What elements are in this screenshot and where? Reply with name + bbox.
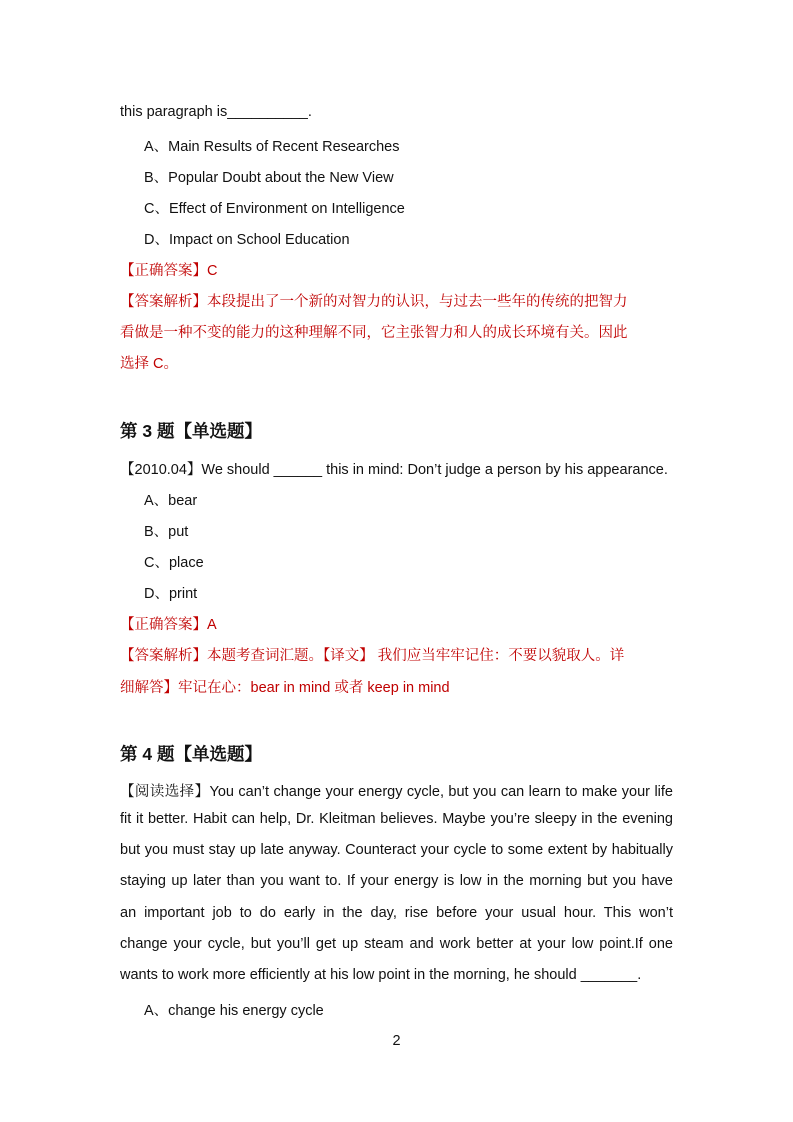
question-stem-line: staying up later than you want to. If your energy is low in the morning but you have <box>120 873 673 889</box>
question-stem-line: 【阅读选择】You can’t change your energy cycle, but you can learn to make your life <box>120 784 673 800</box>
answer-analysis-line: 【答案解析】本题考查词汇题。【译文】 我们应当牢牢记住：不要以貌取人。详 <box>120 648 625 664</box>
option-b: B、Popular Doubt about the New View <box>144 170 394 186</box>
option-c: C、place <box>144 555 204 571</box>
option-a: A、change his energy cycle <box>144 1003 324 1019</box>
question-stem-line: change your cycle, but you’ll get up steam and work better at your low point.If one <box>120 936 673 952</box>
question-stem-line: but you must stay up late anyway. Counteract your cycle to some extent by habitually <box>120 842 673 858</box>
answer-analysis-line: 看做是一种不变的能力的这种理解不同，它主张智力和人的成长环境有关。因此 <box>120 325 628 341</box>
answer-analysis-line: 细解答】牢记在心：bear in mind 或者 keep in mind <box>120 680 450 696</box>
correct-answer: 【正确答案】C <box>120 263 218 279</box>
question-heading: 第 3 题【单选题】 <box>120 421 262 441</box>
question-stem-line: wants to work more efficiently at his low point in the morning, he should _______. <box>120 967 642 983</box>
question-stem-line: an important job to do early in the day, rise before your usual hour. This won’t <box>120 905 673 921</box>
option-d: D、Impact on School Education <box>144 232 350 248</box>
question-heading: 第 4 题【单选题】 <box>120 744 262 764</box>
question-stem: 【2010.04】We should ______ this in mind: Don’t judge a person by his appearance. <box>120 462 668 478</box>
option-d: D、print <box>144 586 198 602</box>
correct-answer: 【正确答案】A <box>120 617 217 633</box>
question-stem: this paragraph is__________. <box>120 104 312 120</box>
page-number: 2 <box>392 1033 401 1049</box>
option-b: B、put <box>144 524 189 540</box>
option-c: C、Effect of Environment on Intelligence <box>144 201 405 217</box>
option-a: A、bear <box>144 493 198 509</box>
answer-analysis-line: 选择 C。 <box>120 356 178 372</box>
answer-analysis-line: 【答案解析】本段提出了一个新的对智力的认识，与过去一些年的传统的把智力 <box>120 294 628 310</box>
question-stem-line: fit it better. Habit can help, Dr. Kleitman believes. Maybe you’re sleepy in the evening <box>120 811 673 827</box>
option-a: A、Main Results of Recent Researches <box>144 139 400 155</box>
